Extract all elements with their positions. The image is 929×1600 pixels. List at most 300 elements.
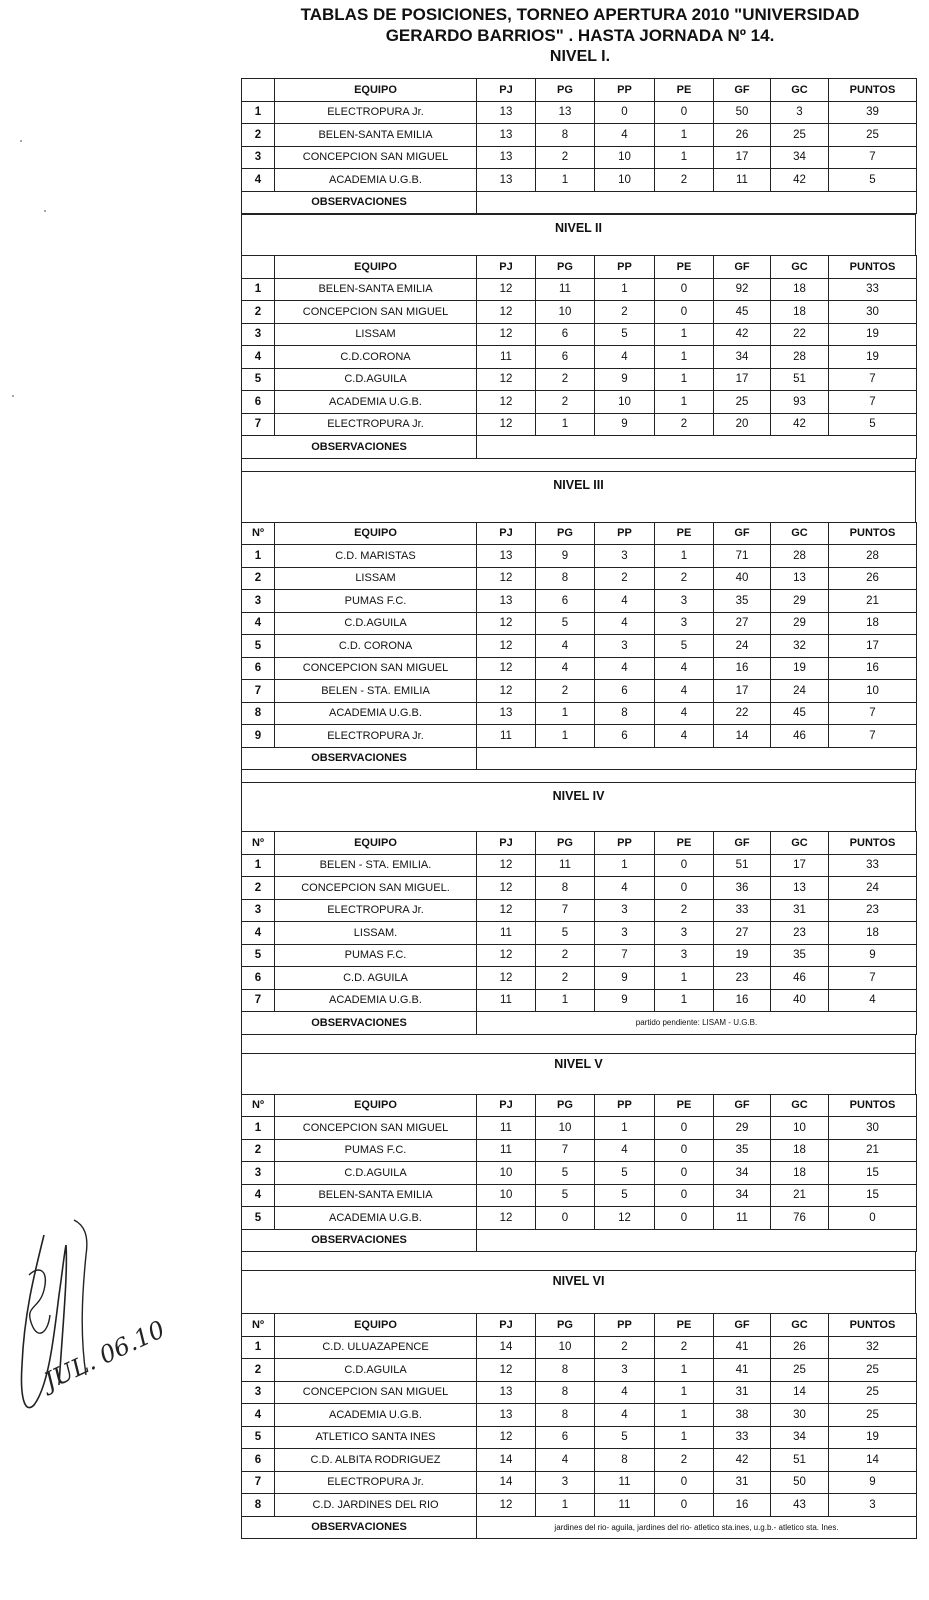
cell-pg: 1	[536, 725, 595, 748]
column-header-equipo: EQUIPO	[275, 522, 477, 545]
cell-num: 2	[242, 877, 275, 900]
cell-gc: 32	[771, 635, 829, 658]
table-row	[242, 368, 917, 391]
cell-pp: 10	[595, 146, 655, 169]
cell-num: 7	[242, 1471, 275, 1494]
standings-table	[241, 831, 917, 1035]
cell-equipo: C.D. ULUAZAPENCE	[275, 1336, 477, 1359]
cell-pj: 12	[477, 567, 536, 590]
cell-pg: 3	[536, 1471, 595, 1494]
cell-puntos: 19	[829, 346, 917, 369]
cell-pg: 8	[536, 877, 595, 900]
table-row	[242, 1381, 917, 1404]
cell-equipo: CONCEPCION SAN MIGUEL	[275, 146, 477, 169]
observations-note	[477, 436, 917, 459]
cell-pj: 12	[477, 368, 536, 391]
speck	[20, 140, 22, 142]
column-header-gc: GC	[771, 522, 829, 545]
cell-num: 5	[242, 368, 275, 391]
table-row	[242, 854, 917, 877]
cell-gc: 3	[771, 101, 829, 124]
observations-note	[477, 747, 917, 770]
table-row	[242, 346, 917, 369]
cell-gc: 28	[771, 545, 829, 568]
column-header-pe: PE	[655, 832, 714, 855]
cell-pe: 1	[655, 146, 714, 169]
cell-gf: 22	[714, 702, 771, 725]
cell-gf: 36	[714, 877, 771, 900]
level-title: NIVEL V	[241, 1054, 916, 1074]
cell-gf: 31	[714, 1471, 771, 1494]
table-row	[242, 278, 917, 301]
cell-pp: 10	[595, 391, 655, 414]
cell-equipo: ACADEMIA U.G.B.	[275, 1207, 477, 1230]
cell-pe: 3	[655, 944, 714, 967]
cell-pp: 1	[595, 278, 655, 301]
table-row	[242, 635, 917, 658]
cell-equipo: CONCEPCION SAN MIGUEL	[275, 1381, 477, 1404]
table-row	[242, 1207, 917, 1230]
cell-puntos: 33	[829, 854, 917, 877]
cell-equipo: BELEN - STA. EMILIA	[275, 680, 477, 703]
cell-num: 6	[242, 967, 275, 990]
cell-gc: 29	[771, 612, 829, 635]
cell-gc: 43	[771, 1494, 829, 1517]
column-header-gc: GC	[771, 1094, 829, 1117]
standings-table	[241, 1094, 917, 1253]
cell-pe: 2	[655, 169, 714, 192]
cell-pg: 2	[536, 680, 595, 703]
cell-pe: 1	[655, 323, 714, 346]
cell-gf: 33	[714, 899, 771, 922]
cell-pj: 12	[477, 391, 536, 414]
cell-pp: 11	[595, 1494, 655, 1517]
cell-pg: 1	[536, 989, 595, 1012]
column-header-pj: PJ	[477, 832, 536, 855]
table-row	[242, 413, 917, 436]
cell-pe: 2	[655, 899, 714, 922]
cell-num: 2	[242, 1359, 275, 1382]
table-row	[242, 680, 917, 703]
cell-pj: 12	[477, 278, 536, 301]
table-row	[242, 146, 917, 169]
cell-num: 5	[242, 944, 275, 967]
cell-pp: 3	[595, 635, 655, 658]
standings-sheet	[241, 78, 916, 1539]
cell-gf: 14	[714, 725, 771, 748]
cell-equipo: CONCEPCION SAN MIGUEL.	[275, 877, 477, 900]
cell-puntos: 28	[829, 545, 917, 568]
cell-puntos: 33	[829, 278, 917, 301]
observations-note: partido pendiente: LISAM - U.G.B.	[477, 1012, 917, 1035]
cell-equipo: ACADEMIA U.G.B.	[275, 391, 477, 414]
cell-puntos: 9	[829, 1471, 917, 1494]
column-header-puntos: PUNTOS	[829, 1094, 917, 1117]
cell-puntos: 10	[829, 680, 917, 703]
header-row	[242, 522, 917, 545]
cell-pe: 1	[655, 346, 714, 369]
cell-pg: 4	[536, 1449, 595, 1472]
level-title: NIVEL VI	[241, 1271, 916, 1291]
cell-pe: 0	[655, 278, 714, 301]
observations-label: OBSERVACIONES	[242, 191, 477, 214]
cell-pj: 12	[477, 1494, 536, 1517]
cell-pe: 4	[655, 702, 714, 725]
header-row	[242, 1094, 917, 1117]
column-header-gf: GF	[714, 79, 771, 102]
cell-puntos: 30	[829, 1117, 917, 1140]
cell-pj: 12	[477, 635, 536, 658]
table-row	[242, 877, 917, 900]
cell-num: 4	[242, 612, 275, 635]
cell-pp: 9	[595, 989, 655, 1012]
cell-puntos: 4	[829, 989, 917, 1012]
cell-pg: 9	[536, 545, 595, 568]
cell-pp: 2	[595, 1336, 655, 1359]
cell-gf: 17	[714, 680, 771, 703]
cell-puntos: 16	[829, 657, 917, 680]
cell-equipo: ELECTROPURA Jr.	[275, 101, 477, 124]
cell-num: 7	[242, 413, 275, 436]
cell-pp: 4	[595, 124, 655, 147]
cell-equipo: C.D. AGUILA	[275, 967, 477, 990]
signature-date: JUL. 06.10	[39, 1315, 170, 1396]
cell-pj: 13	[477, 1381, 536, 1404]
column-header-gf: GF	[714, 832, 771, 855]
cell-pe: 3	[655, 612, 714, 635]
cell-puntos: 25	[829, 1359, 917, 1382]
table-row	[242, 1336, 917, 1359]
cell-equipo: BELEN-SANTA EMILIA	[275, 278, 477, 301]
cell-pj: 13	[477, 146, 536, 169]
cell-equipo: CONCEPCION SAN MIGUEL	[275, 301, 477, 324]
speck	[12, 395, 14, 397]
cell-gc: 18	[771, 1139, 829, 1162]
cell-puntos: 24	[829, 877, 917, 900]
cell-pp: 3	[595, 899, 655, 922]
cell-pj: 11	[477, 725, 536, 748]
cell-gf: 34	[714, 346, 771, 369]
level-gap	[241, 459, 916, 471]
standings-table	[241, 1313, 917, 1539]
cell-pp: 4	[595, 877, 655, 900]
cell-pj: 13	[477, 545, 536, 568]
cell-equipo: ELECTROPURA Jr.	[275, 725, 477, 748]
cell-num: 2	[242, 301, 275, 324]
column-header-gc: GC	[771, 256, 829, 279]
cell-gc: 28	[771, 346, 829, 369]
table-row	[242, 1117, 917, 1140]
cell-pg: 1	[536, 1494, 595, 1517]
column-header-gf: GF	[714, 256, 771, 279]
table-row	[242, 545, 917, 568]
cell-pj: 10	[477, 1184, 536, 1207]
cell-pe: 4	[655, 680, 714, 703]
cell-pg: 5	[536, 1162, 595, 1185]
table-row	[242, 1494, 917, 1517]
cell-gc: 19	[771, 657, 829, 680]
table-row	[242, 967, 917, 990]
cell-puntos: 18	[829, 922, 917, 945]
cell-gf: 17	[714, 368, 771, 391]
cell-equipo: ATLETICO SANTA INES	[275, 1426, 477, 1449]
column-header-equipo: EQUIPO	[275, 1094, 477, 1117]
cell-gc: 42	[771, 413, 829, 436]
cell-pj: 12	[477, 680, 536, 703]
table-row	[242, 1404, 917, 1427]
cell-num: 6	[242, 391, 275, 414]
cell-pp: 3	[595, 922, 655, 945]
cell-gc: 24	[771, 680, 829, 703]
cell-gf: 23	[714, 967, 771, 990]
cell-puntos: 5	[829, 169, 917, 192]
cell-puntos: 23	[829, 899, 917, 922]
cell-puntos: 0	[829, 1207, 917, 1230]
level-title: NIVEL III	[241, 472, 916, 498]
cell-gf: 51	[714, 854, 771, 877]
table-row	[242, 169, 917, 192]
cell-equipo: BELEN-SANTA EMILIA	[275, 1184, 477, 1207]
level-gap	[241, 770, 916, 782]
column-header-pj: PJ	[477, 1314, 536, 1337]
cell-pj: 11	[477, 989, 536, 1012]
cell-gc: 76	[771, 1207, 829, 1230]
column-header-gc: GC	[771, 79, 829, 102]
cell-pg: 2	[536, 967, 595, 990]
cell-gc: 26	[771, 1336, 829, 1359]
table-row	[242, 1184, 917, 1207]
cell-pp: 4	[595, 1139, 655, 1162]
cell-pp: 5	[595, 1426, 655, 1449]
cell-pj: 12	[477, 1359, 536, 1382]
cell-gf: 35	[714, 1139, 771, 1162]
cell-puntos: 21	[829, 1139, 917, 1162]
cell-gc: 13	[771, 877, 829, 900]
column-header-equipo: EQUIPO	[275, 1314, 477, 1337]
cell-pg: 2	[536, 146, 595, 169]
observations-note	[477, 1229, 917, 1252]
cell-gf: 16	[714, 989, 771, 1012]
column-header-pp: PP	[595, 522, 655, 545]
cell-pg: 7	[536, 1139, 595, 1162]
cell-pp: 6	[595, 725, 655, 748]
cell-equipo: ACADEMIA U.G.B.	[275, 1404, 477, 1427]
cell-pp: 8	[595, 1449, 655, 1472]
cell-pg: 6	[536, 346, 595, 369]
cell-pe: 5	[655, 635, 714, 658]
cell-pe: 1	[655, 967, 714, 990]
level-gap	[241, 1074, 916, 1094]
cell-gf: 29	[714, 1117, 771, 1140]
cell-puntos: 5	[829, 413, 917, 436]
column-header-num: Nº	[242, 1094, 275, 1117]
cell-pp: 5	[595, 1184, 655, 1207]
cell-num: 2	[242, 1139, 275, 1162]
cell-pg: 6	[536, 1426, 595, 1449]
cell-pe: 3	[655, 922, 714, 945]
observations-row	[242, 747, 917, 770]
cell-num: 3	[242, 899, 275, 922]
cell-pg: 5	[536, 922, 595, 945]
cell-pp: 5	[595, 1162, 655, 1185]
table-row	[242, 1471, 917, 1494]
column-header-pg: PG	[536, 522, 595, 545]
cell-puntos: 32	[829, 1336, 917, 1359]
cell-pp: 3	[595, 545, 655, 568]
cell-pg: 4	[536, 657, 595, 680]
cell-gc: 29	[771, 590, 829, 613]
table-row	[242, 1359, 917, 1382]
cell-pp: 9	[595, 368, 655, 391]
column-header-equipo: EQUIPO	[275, 256, 477, 279]
cell-pe: 0	[655, 1494, 714, 1517]
cell-pj: 12	[477, 854, 536, 877]
cell-pg: 7	[536, 899, 595, 922]
cell-equipo: C.D. MARISTAS	[275, 545, 477, 568]
cell-pp: 9	[595, 967, 655, 990]
cell-equipo: PUMAS F.C.	[275, 590, 477, 613]
cell-pj: 12	[477, 944, 536, 967]
cell-pp: 10	[595, 169, 655, 192]
cell-pg: 10	[536, 1336, 595, 1359]
column-header-pp: PP	[595, 832, 655, 855]
cell-pg: 11	[536, 854, 595, 877]
cell-num: 5	[242, 1426, 275, 1449]
cell-num: 1	[242, 101, 275, 124]
cell-puntos: 26	[829, 567, 917, 590]
cell-num: 2	[242, 567, 275, 590]
cell-gc: 46	[771, 967, 829, 990]
cell-gf: 40	[714, 567, 771, 590]
cell-gc: 34	[771, 146, 829, 169]
cell-gf: 11	[714, 169, 771, 192]
cell-equipo: LISSAM.	[275, 922, 477, 945]
cell-num: 6	[242, 657, 275, 680]
cell-num: 3	[242, 146, 275, 169]
level-gap	[241, 1291, 916, 1313]
cell-pg: 2	[536, 368, 595, 391]
cell-equipo: BELEN - STA. EMILIA.	[275, 854, 477, 877]
column-header-gf: GF	[714, 1314, 771, 1337]
table-row	[242, 590, 917, 613]
cell-gc: 93	[771, 391, 829, 414]
cell-pg: 8	[536, 1381, 595, 1404]
cell-gf: 31	[714, 1381, 771, 1404]
cell-puntos: 25	[829, 1381, 917, 1404]
cell-puntos: 7	[829, 725, 917, 748]
cell-gc: 18	[771, 1162, 829, 1185]
table-row	[242, 922, 917, 945]
column-header-puntos: PUNTOS	[829, 1314, 917, 1337]
cell-gf: 27	[714, 922, 771, 945]
header-row	[242, 832, 917, 855]
cell-pg: 2	[536, 944, 595, 967]
cell-gf: 38	[714, 1404, 771, 1427]
cell-gf: 33	[714, 1426, 771, 1449]
cell-pp: 11	[595, 1471, 655, 1494]
cell-gf: 92	[714, 278, 771, 301]
title-line-2: GERARDO BARRIOS" . HASTA JORNADA Nº 14.	[385, 26, 775, 45]
cell-gf: 42	[714, 323, 771, 346]
cell-equipo: ELECTROPURA Jr.	[275, 1471, 477, 1494]
cell-gc: 34	[771, 1426, 829, 1449]
cell-num: 3	[242, 590, 275, 613]
cell-pe: 2	[655, 1336, 714, 1359]
cell-pg: 2	[536, 391, 595, 414]
cell-pp: 4	[595, 590, 655, 613]
cell-num: 1	[242, 278, 275, 301]
cell-gf: 19	[714, 944, 771, 967]
cell-pe: 4	[655, 657, 714, 680]
table-row	[242, 657, 917, 680]
cell-pj: 11	[477, 1117, 536, 1140]
cell-num: 1	[242, 545, 275, 568]
cell-gc: 35	[771, 944, 829, 967]
cell-gf: 17	[714, 146, 771, 169]
cell-equipo: ELECTROPURA Jr.	[275, 413, 477, 436]
cell-gf: 34	[714, 1184, 771, 1207]
cell-gc: 45	[771, 702, 829, 725]
cell-equipo: C.D.AGUILA	[275, 368, 477, 391]
column-header-pg: PG	[536, 832, 595, 855]
table-row	[242, 1449, 917, 1472]
table-row	[242, 899, 917, 922]
cell-gc: 14	[771, 1381, 829, 1404]
column-header-puntos: PUNTOS	[829, 832, 917, 855]
cell-pg: 5	[536, 612, 595, 635]
column-header-gf: GF	[714, 1094, 771, 1117]
column-header-num	[242, 256, 275, 279]
cell-gf: 11	[714, 1207, 771, 1230]
column-header-pg: PG	[536, 256, 595, 279]
level-gap	[241, 809, 916, 831]
observations-row	[242, 191, 917, 214]
cell-gf: 34	[714, 1162, 771, 1185]
cell-pj: 13	[477, 169, 536, 192]
cell-pj: 14	[477, 1471, 536, 1494]
column-header-gf: GF	[714, 522, 771, 545]
cell-pe: 2	[655, 1449, 714, 1472]
cell-pj: 11	[477, 346, 536, 369]
cell-gc: 23	[771, 922, 829, 945]
cell-num: 5	[242, 635, 275, 658]
cell-pj: 12	[477, 899, 536, 922]
column-header-pe: PE	[655, 1314, 714, 1337]
cell-pe: 0	[655, 101, 714, 124]
cell-equipo: ELECTROPURA Jr.	[275, 899, 477, 922]
cell-puntos: 7	[829, 368, 917, 391]
cell-gc: 51	[771, 1449, 829, 1472]
cell-num: 9	[242, 725, 275, 748]
cell-gf: 27	[714, 612, 771, 635]
cell-pg: 8	[536, 1359, 595, 1382]
cell-pg: 6	[536, 590, 595, 613]
title-line-3: NIVEL I.	[549, 48, 611, 65]
cell-puntos: 7	[829, 146, 917, 169]
cell-equipo: ACADEMIA U.G.B.	[275, 169, 477, 192]
cell-pe: 0	[655, 1184, 714, 1207]
cell-pe: 1	[655, 545, 714, 568]
cell-pg: 1	[536, 702, 595, 725]
column-header-pg: PG	[536, 1094, 595, 1117]
cell-gf: 16	[714, 657, 771, 680]
cell-pp: 5	[595, 323, 655, 346]
column-header-num: Nº	[242, 1314, 275, 1337]
cell-gc: 51	[771, 368, 829, 391]
header-row	[242, 79, 917, 102]
cell-pj: 11	[477, 1139, 536, 1162]
cell-gc: 42	[771, 169, 829, 192]
